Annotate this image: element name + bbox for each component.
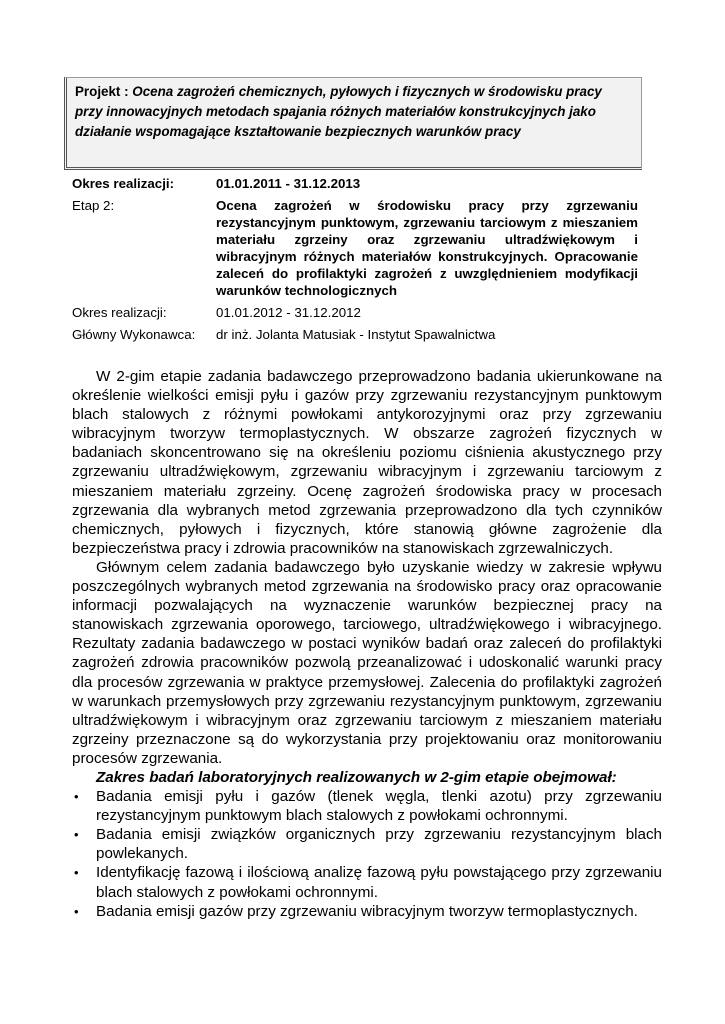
document-body (72, 367, 662, 921)
list-item (72, 825, 662, 863)
project-header-box (64, 77, 642, 170)
okres-label-2: Okres realizacji: (72, 305, 167, 320)
meta-row-wykonawca (72, 326, 638, 343)
list-item (72, 902, 662, 921)
meta-row-etap (72, 197, 638, 299)
paragraph-1: W 2-gim etapie zadania badawczego przeprowadzono badania ukierunkowane na określenie wielkości emisji pyłu i gazów przy zgrzewaniu rezystancyjnym punktowym blach stalowych z różnymi powłokami antykorozyjnymi oraz przy zgrzewaniu wibracyjnym tworzyw termoplastycznych. W obszarze zagrożeń fizycznych w badaniach skoncentrowano się na określeniu poziomu ciśnienia akustycznego przy zgrzewaniu ultradźwiękowym, zgrzewaniu wibracyjnym i zgrzewaniu tarciowym z mieszaniem materiału zgrzeiny. Ocenę zagrożeń środowiska pracy w procesach zgrzewania dla wybranych metod zgrzewania przeprowadzono dla tych czynników chemicznych, pyłowych i fizycznych, które stanowią główne zagrożenie dla bezpieczeństwa pracy i zdrowia pracowników na stanowiskach zgrzewalniczych. (72, 368, 662, 557)
bullet-icon: • (74, 865, 79, 881)
wykonawca-value: dr inż. Jolanta Matusiak - Instytut Spawalnictwa (216, 327, 496, 342)
okres-label-1: Okres realizacji: (72, 176, 175, 191)
wykonawca-label: Główny Wykonawca: (72, 327, 196, 342)
list-item-text: Badania emisji związków organicznych przy zgrzewaniu rezystancyjnym blach powlekanych. (96, 826, 662, 863)
list-item-text: Badania emisji gazów przy zgrzewaniu wibracyjnym tworzyw termoplastycznych. (96, 902, 638, 920)
okres-value-1: 01.01.2011 - 31.12.2013 (216, 176, 361, 191)
okres-value-2: 01.01.2012 - 31.12.2012 (216, 305, 361, 320)
lab-scope-heading: Zakres badań laboratoryjnych realizowanych w 2-gim etapie obejmował: (96, 768, 617, 786)
meta-row-okres-1 (72, 175, 638, 192)
project-title: Ocena zagrożeń chemicznych, pyłowych i fizycznych w środowisku pracy przy innowacyjnych metodach spajania różnych materiałów konstrukcyjnych jako działanie wspomagające kształtowanie bezpiecznych warunków pracy (75, 84, 602, 139)
meta-row-okres-2 (72, 304, 638, 321)
list-item-text: Badania emisji pyłu i gazów (tlenek węgla, tlenki azotu) przy zgrzewaniu rezystancyjnym punktowym blach stalowych z powłokami ochronnymi. (96, 788, 662, 825)
list-item-text: Identyfikację fazową i ilościową analizę fazową pyłu powstającego przy zgrzewaniu blach stalowych z powłokami ochronnymi. (96, 864, 662, 901)
bullet-icon: • (74, 789, 79, 805)
project-label: Projekt : (75, 84, 133, 99)
bullet-icon: • (74, 827, 79, 843)
lab-scope-list (72, 787, 662, 921)
etap-label: Etap 2: (72, 198, 115, 213)
paragraph-2: Głównym celem zadania badawczego było uzyskanie wiedzy w zakresie wpływu poszczególnych wybranych metod zgrzewania na środowisko pracy oraz opracowanie informacji pozwalających na wyznaczenie warunków bezpiecznej pracy na stanowiskach zgrzewania oporowego, tarciowego, ultradźwiękowego i wibracyjnego. Rezultaty zadania badawczego w postaci wyników badań oraz zaleceń do profilaktyki zagrożeń zdrowia pracowników pozwolą przeanalizować i udoskonalić warunki pracy dla procesów zgrzewania w praktyce przemysłowej. Zalecenia do profilaktyki zagrożeń w warunkach przemysłowych przy zgrzewaniu rezystancyjnym punktowym, zgrzewaniu ultradźwiękowym i wibracyjnym oraz zgrzewaniu tarciowym z mieszaniem materiału zgrzeiny przeznaczone są do wykorzystania przy projektowaniu oraz monitorowaniu procesów zgrzewania. (72, 558, 662, 767)
bullet-icon: • (74, 903, 79, 919)
etap-value: Ocena zagrożeń w środowisku pracy przy zgrzewaniu rezystancyjnym punktowym, zgrzewaniu tarciowym z mieszaniem materiału zgrzeiny oraz zgrzewaniu ultradźwiękowym i wibracyjnym różnych materiałów konstrukcyjnych. Opracowanie zaleceń do profilaktyki zagrożeń z uwzględnieniem modyfikacji warunków technologicznych (216, 198, 638, 298)
project-metadata (72, 175, 638, 348)
list-item (72, 863, 662, 901)
list-item (72, 787, 662, 825)
